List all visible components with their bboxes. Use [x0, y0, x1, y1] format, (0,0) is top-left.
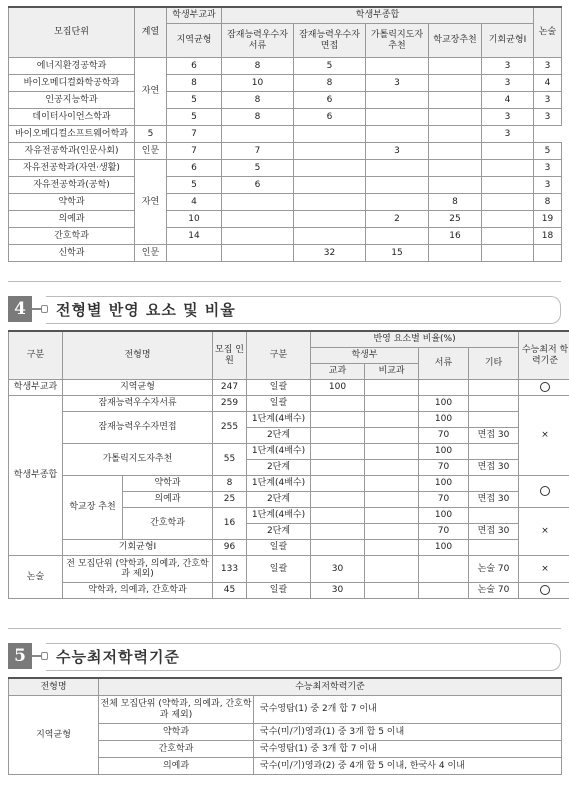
unit-name: 데이터사이언스학과 — [9, 109, 135, 126]
quota-cell: 32 — [294, 245, 366, 262]
stage: 1단계(4배수) — [247, 508, 311, 524]
stage: 1단계(4배수) — [247, 412, 311, 428]
table-row — [9, 228, 562, 245]
quota-cell — [429, 92, 482, 109]
quota-cell: 4 — [534, 75, 562, 92]
stage: 일괄 — [247, 556, 311, 583]
header-col: 잠재능력우수자 면접 — [294, 24, 366, 58]
category: 논술 — [9, 556, 63, 599]
min-circle — [519, 380, 569, 396]
quota-cell — [482, 194, 534, 211]
quota: 8 — [213, 476, 247, 492]
stage: 일괄 — [247, 583, 311, 599]
quota-cell: 19 — [534, 211, 562, 228]
quota-cell: 7 — [222, 143, 294, 160]
quota-cell: 3 — [482, 109, 534, 126]
unit-name: 간호학과 — [99, 741, 254, 758]
stage: 1단계(4배수) — [247, 444, 311, 460]
quota-cell — [482, 177, 534, 194]
unit-name: 전체 모집단위 (약학과, 의예과, 간호학과 제외) — [99, 696, 254, 724]
category: 학생부종합 — [9, 396, 63, 556]
section-title: 전형별 반영 요소 및 비율 — [56, 300, 236, 319]
unit-name: 자유전공학과(공학) — [9, 177, 135, 194]
section-title: 수능최저학력기준 — [56, 647, 180, 666]
quota-cell: 6 — [222, 177, 294, 194]
doc-ratio: 100 — [419, 476, 469, 492]
etc-ratio: 면접 30 — [469, 460, 519, 476]
track-name: 잠재능력우수자서류 — [63, 396, 213, 412]
unit-name: 약학과 — [99, 724, 254, 741]
quota-cell: 2 — [366, 211, 429, 228]
quota: 133 — [213, 556, 247, 583]
quota-cell: 7 — [167, 143, 222, 160]
quota-cell — [429, 143, 482, 160]
unit-name: 자유전공학과(자연·생활) — [9, 160, 135, 177]
quota-cell: 7 — [167, 126, 222, 143]
etc-ratio: 논술 70 — [469, 556, 519, 583]
track-name: 기회균형Ⅰ — [63, 540, 213, 556]
quota-cell: 3 — [534, 177, 562, 194]
etc-ratio: 면접 30 — [469, 492, 519, 508]
min-x: × — [519, 556, 569, 583]
quota-cell: 5 — [167, 92, 222, 109]
doc-ratio: 70 — [419, 428, 469, 444]
track-name: 약학과, 의예과, 간호학과 — [63, 583, 213, 599]
quota-cell: 3 — [482, 75, 534, 92]
divider — [8, 628, 561, 629]
field-name: 자연 — [135, 58, 167, 126]
criteria: 국수영탐(1) 중 3개 합 7 이내 — [254, 741, 562, 758]
quota-cell: 3 — [534, 92, 562, 109]
quota-cell: 5 — [135, 126, 167, 143]
table-row — [9, 143, 562, 160]
quota-cell — [294, 211, 366, 228]
quota: 259 — [213, 396, 247, 412]
min-x: × — [519, 508, 569, 556]
ratio-table — [8, 330, 569, 599]
header-group-comprehensive: 학생부종합 — [222, 7, 534, 24]
criteria: 국수영탐(1) 중 2개 합 7 이내 — [254, 696, 562, 724]
table-row — [9, 245, 562, 262]
quota-cell — [294, 228, 366, 245]
quota-cell: 5 — [534, 143, 562, 160]
section-number: 4 — [8, 296, 32, 322]
quota-cell — [222, 211, 294, 228]
header-type: 구분 — [9, 331, 63, 380]
track-name: 전 모집단위 (약학과, 의예과, 간호학과 제외) — [63, 556, 213, 583]
header-group-subject: 학생부교과 — [167, 7, 222, 24]
header-criteria: 수능최저학력기준 — [99, 678, 562, 696]
quota-cell — [222, 126, 294, 143]
header-col: 지역균형 — [167, 24, 222, 58]
subject-ratio: 30 — [311, 556, 365, 583]
table-row — [9, 160, 562, 177]
quota-cell: 18 — [534, 228, 562, 245]
quota-cell: 3 — [482, 126, 534, 143]
quota-cell: 6 — [294, 109, 366, 126]
quota-cell: 8 — [294, 75, 366, 92]
quota: 25 — [213, 492, 247, 508]
quota-cell — [482, 211, 534, 228]
header-etc: 기타 — [469, 348, 519, 380]
header-name: 전형명 — [9, 678, 99, 696]
unit-name: 의예과 — [9, 211, 135, 228]
quota-cell — [366, 109, 429, 126]
header-stage: 구분 — [247, 331, 311, 380]
table-row — [9, 58, 562, 75]
quota-cell: 6 — [167, 160, 222, 177]
circle-icon — [540, 486, 550, 496]
quota-cell: 3 — [534, 58, 562, 75]
header-unit: 모집단위 — [9, 7, 135, 58]
quota-cell: 3 — [366, 75, 429, 92]
circle-icon — [540, 585, 550, 595]
unit-name: 약학과 — [123, 476, 213, 492]
quota-cell — [167, 245, 222, 262]
unit-name: 간호학과 — [9, 228, 135, 245]
doc-ratio: 100 — [419, 412, 469, 428]
quota-cell — [429, 109, 482, 126]
header-min: 수능최저 학력기준 — [519, 331, 569, 380]
unit-name: 의예과 — [123, 492, 213, 508]
quota-cell — [366, 177, 429, 194]
section-number: 5 — [8, 643, 32, 669]
quota-cell — [482, 160, 534, 177]
quota-cell: 6 — [167, 58, 222, 75]
quota-cell: 8 — [429, 194, 482, 211]
quota-cell — [429, 245, 482, 262]
table-row — [9, 194, 562, 211]
unit-name: 인공지능학과 — [9, 92, 135, 109]
track-name: 지역균형 — [63, 380, 213, 396]
header-col: 학교장추천 — [429, 24, 482, 58]
unit-name: 자유전공학과(인문사회) — [9, 143, 135, 160]
quota-cell: 8 — [222, 92, 294, 109]
doc-ratio: 70 — [419, 524, 469, 540]
quota-cell — [222, 228, 294, 245]
min-criteria-table — [8, 677, 562, 775]
quota-cell: 3 — [366, 143, 429, 160]
quota-cell: 3 — [534, 109, 562, 126]
quota: 55 — [213, 444, 247, 476]
track-name: 지역균형 — [9, 696, 99, 775]
quota: 255 — [213, 412, 247, 444]
quota-cell — [429, 160, 482, 177]
stage: 일괄 — [247, 540, 311, 556]
track-name: 가톨릭지도자추천 — [63, 444, 213, 476]
quota: 45 — [213, 583, 247, 599]
quota-cell: 6 — [294, 92, 366, 109]
subject-ratio: 30 — [311, 583, 365, 599]
quota-cell: 15 — [366, 245, 429, 262]
field-name: 인문 — [135, 143, 167, 160]
header-col: 가톨릭지도자 추천 — [366, 24, 429, 58]
quota-cell — [222, 245, 294, 262]
doc-ratio: 100 — [419, 444, 469, 460]
header-col: 잠재능력우수자 서류 — [222, 24, 294, 58]
quota-cell: 14 — [167, 228, 222, 245]
header-quota: 모집 인원 — [213, 331, 247, 380]
quota-cell — [294, 143, 366, 160]
quota-cell — [429, 126, 482, 143]
criteria: 국수(미/기)영과(1) 중 3개 합 5 이내 — [254, 724, 562, 741]
etc-ratio: 면접 30 — [469, 524, 519, 540]
field-name: 인문 — [135, 245, 167, 262]
unit-name: 의예과 — [99, 758, 254, 775]
table-row — [9, 109, 562, 126]
quota-table — [8, 6, 562, 262]
quota-cell: 5 — [167, 177, 222, 194]
header-field: 계열 — [135, 7, 167, 58]
table-row — [9, 92, 562, 109]
quota-cell: 4 — [482, 92, 534, 109]
stage: 2단계 — [247, 524, 311, 540]
min-circle — [519, 476, 569, 508]
stage: 일괄 — [247, 396, 311, 412]
header-record: 학생부 — [311, 348, 419, 364]
quota-cell: 8 — [222, 58, 294, 75]
unit-name: 간호학과 — [123, 508, 213, 540]
quota-cell — [294, 194, 366, 211]
subject-ratio: 100 — [311, 380, 365, 396]
doc-ratio: 70 — [419, 492, 469, 508]
quota-cell — [366, 160, 429, 177]
quota-cell — [429, 75, 482, 92]
quota-cell: 5 — [294, 58, 366, 75]
connector-icon — [32, 655, 46, 657]
quota-cell — [366, 194, 429, 211]
quota-cell — [366, 228, 429, 245]
quota-cell — [482, 228, 534, 245]
unit-name: 신학과 — [9, 245, 135, 262]
doc-ratio: 100 — [419, 508, 469, 524]
connector-icon — [32, 308, 46, 310]
quota: 96 — [213, 540, 247, 556]
quota-cell: 3 — [482, 58, 534, 75]
quota: 16 — [213, 508, 247, 540]
table-row — [9, 126, 562, 143]
quota-cell — [482, 245, 534, 262]
header-ratio: 반영 요소별 비율(%) — [311, 331, 519, 348]
doc-ratio: 70 — [419, 460, 469, 476]
section-header-4 — [8, 295, 236, 323]
quota-cell — [366, 58, 429, 75]
divider — [8, 281, 561, 282]
track-name: 잠재능력우수자면접 — [63, 412, 213, 444]
quota-cell: 4 — [167, 194, 222, 211]
min-circle — [519, 583, 569, 599]
criteria: 국수(미/기)영과(2) 중 4개 합 5 이내, 한국사 4 이내 — [254, 758, 562, 775]
stage: 1단계(4배수) — [247, 476, 311, 492]
quota-cell — [294, 160, 366, 177]
quota-cell — [366, 126, 429, 143]
field-name: 자연 — [135, 160, 167, 245]
quota-cell: 8 — [534, 194, 562, 211]
quota-cell: 10 — [167, 211, 222, 228]
etc-ratio: 면접 30 — [469, 428, 519, 444]
track-name: 학교장 추천 — [63, 476, 123, 540]
quota-cell — [222, 194, 294, 211]
quota-cell — [534, 245, 562, 262]
quota-cell: 3 — [534, 160, 562, 177]
section-header-5 — [8, 642, 180, 670]
table-row — [9, 211, 562, 228]
table-row — [9, 177, 562, 194]
quota-cell: 8 — [167, 75, 222, 92]
quota-cell — [366, 92, 429, 109]
category: 학생부교과 — [9, 380, 63, 396]
header-nonsubject: 비교과 — [365, 364, 419, 380]
header-col: 기회균형Ⅰ — [482, 24, 534, 58]
doc-ratio: 100 — [419, 396, 469, 412]
stage: 일괄 — [247, 380, 311, 396]
unit-name: 바이오메디컬소프트웨어학과 — [9, 126, 135, 143]
circle-icon — [540, 382, 550, 392]
header-name: 전형명 — [63, 331, 213, 380]
quota: 247 — [213, 380, 247, 396]
quota-cell: 25 — [429, 211, 482, 228]
quota-cell: 10 — [222, 75, 294, 92]
stage: 2단계 — [247, 492, 311, 508]
header-essay: 논술 — [534, 7, 562, 58]
unit-name: 바이오메디컬화학공학과 — [9, 75, 135, 92]
min-x: × — [519, 396, 569, 476]
quota-cell — [294, 126, 366, 143]
header-subject: 교과 — [311, 364, 365, 380]
quota-cell — [429, 58, 482, 75]
doc-ratio: 100 — [419, 540, 469, 556]
quota-cell — [429, 177, 482, 194]
quota-cell: 8 — [222, 109, 294, 126]
etc-ratio: 논술 70 — [469, 583, 519, 599]
header-doc: 서류 — [419, 348, 469, 380]
quota-cell: 5 — [167, 109, 222, 126]
stage: 2단계 — [247, 460, 311, 476]
stage: 2단계 — [247, 428, 311, 444]
quota-cell: 16 — [429, 228, 482, 245]
unit-name: 약학과 — [9, 194, 135, 211]
unit-name: 에너지환경공학과 — [9, 58, 135, 75]
quota-cell — [294, 177, 366, 194]
quota-cell — [482, 143, 534, 160]
quota-cell: 5 — [222, 160, 294, 177]
table-row — [9, 75, 562, 92]
